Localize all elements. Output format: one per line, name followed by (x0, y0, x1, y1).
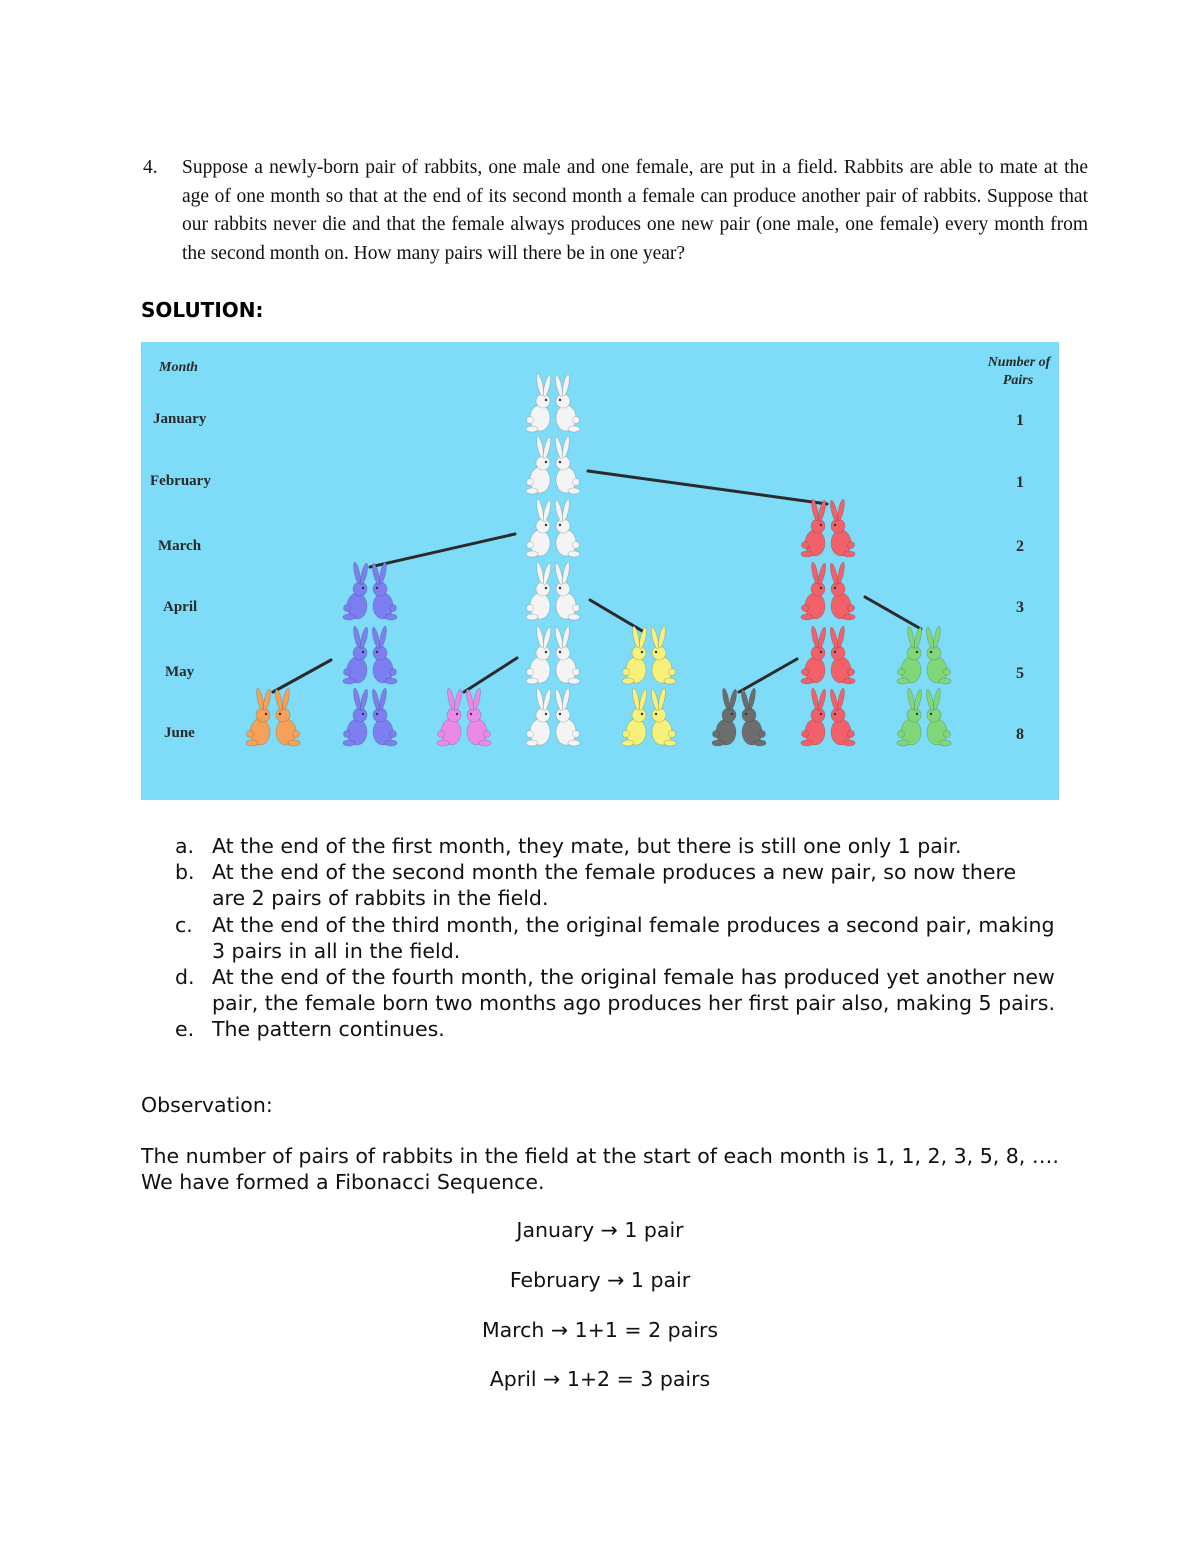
equation-february: February → 1 pair (509, 1268, 691, 1292)
lineage-line (865, 597, 921, 629)
rabbit-pair-pink (437, 688, 491, 746)
step-item (175, 833, 1055, 859)
pairs-header-line1: Number of (987, 355, 1051, 370)
rabbit-icon (554, 499, 580, 557)
pairs-header-line2: Pairs (1002, 373, 1034, 388)
rabbit-pair-white (526, 626, 580, 684)
rabbit-icon (371, 688, 397, 746)
rabbit-pair-white (526, 374, 580, 432)
rabbit-icon (740, 688, 766, 746)
step-text: At the end of the second month the female produces a new pair, so now there are 2 pairs of rabbits in the field. (212, 860, 1017, 911)
pairs-count-january: 1 (1016, 412, 1024, 429)
rabbit-icon (371, 626, 397, 684)
rabbit-icon (622, 626, 648, 684)
rabbit-icon (650, 688, 676, 746)
rabbit-diagram (141, 342, 1059, 800)
rabbit-icon (897, 626, 923, 684)
rabbit-icon (712, 688, 738, 746)
step-marker: e. (175, 1017, 195, 1042)
lineage-line (464, 658, 517, 692)
step-marker: b. (175, 860, 195, 885)
problem-statement (143, 154, 1088, 268)
rabbit-icon (554, 436, 580, 494)
problem-text: Suppose a newly-born pair of rabbits, one male and one female, are put in a field. Rabbits are able to mate at the age of one month so that at the end of its second month a female can produce another pair of rabbits. Suppose that our rabbits never die and that the female always produces one new pair (one male, one female) every month from the second month on. How many pairs will there be in one year? (182, 157, 1088, 264)
problem-number: 4. (143, 157, 158, 178)
rabbit-icon (526, 499, 552, 557)
step-item (175, 912, 1055, 964)
month-label-february: February (150, 473, 211, 489)
rabbit-pair-green (897, 688, 951, 746)
rabbit-pair-red (801, 499, 855, 557)
step-marker: c. (175, 912, 193, 937)
rabbits-layer (246, 374, 951, 746)
lineage-line (273, 660, 331, 692)
step-text: At the end of the third month, the original female produces a second pair, making 3 pairs in all in the field. (212, 912, 1055, 963)
rabbit-icon (526, 436, 552, 494)
rabbit-icon (554, 688, 580, 746)
solution-heading: SOLUTION: (141, 298, 264, 322)
rabbit-icon (897, 688, 923, 746)
rabbit-icon (829, 626, 855, 684)
rabbit-pair-yellow (622, 626, 676, 684)
step-item (175, 1016, 1055, 1042)
lineage-line (588, 471, 827, 504)
equation-january: January → 1 pair (516, 1218, 684, 1242)
rabbit-pair-white (526, 688, 580, 746)
rabbit-icon (801, 562, 827, 620)
rabbit-icon (829, 688, 855, 746)
rabbit-pair-red (801, 688, 855, 746)
pairs-count-may: 5 (1016, 665, 1024, 682)
step-marker: a. (175, 834, 195, 858)
rabbit-icon (829, 499, 855, 557)
rabbit-figure (141, 342, 1059, 800)
rabbit-icon (801, 626, 827, 684)
rabbit-icon (526, 562, 552, 620)
month-label-june: June (164, 725, 195, 741)
rabbit-icon (650, 626, 676, 684)
month-label-may: May (165, 664, 195, 680)
rabbit-icon (371, 562, 397, 620)
equation-march: March → 1+1 = 2 pairs (481, 1318, 719, 1342)
rabbit-pair-yellow (622, 688, 676, 746)
observation-label: Observation: (141, 1093, 273, 1117)
month-label-march: March (158, 538, 202, 554)
rabbit-icon (925, 626, 951, 684)
rabbit-icon (274, 688, 300, 746)
month-label-april: April (163, 599, 198, 615)
pairs-count-february: 1 (1016, 474, 1024, 491)
month-header: Month (159, 360, 198, 375)
rabbit-pair-blue (343, 626, 397, 684)
lineage-line (590, 600, 644, 632)
month-label-january: January (153, 411, 207, 427)
equation-april: April → 1+2 = 3 pairs (489, 1367, 711, 1391)
step-marker: d. (175, 965, 195, 990)
rabbit-pair-blue (343, 688, 397, 746)
rabbit-icon (437, 688, 463, 746)
observation-text: The number of pairs of rabbits in the field at the start of each month is 1, 1, 2, 3, 5, 8, …. We have formed a Fibonacci Sequence. (141, 1144, 1059, 1195)
pairs-count-april: 3 (1016, 599, 1024, 616)
rabbit-pair-white (526, 436, 580, 494)
rabbit-icon (801, 688, 827, 746)
rabbit-icon (246, 688, 272, 746)
rabbit-icon (343, 688, 369, 746)
pairs-count-june: 8 (1016, 726, 1024, 743)
rabbit-icon (622, 688, 648, 746)
rabbit-pair-white (526, 499, 580, 557)
rabbit-icon (554, 374, 580, 432)
step-text: At the end of the fourth month, the original female has produced yet another new pair, the female born two months ago produces her first pair also, making 5 pairs. (212, 965, 1055, 1016)
rabbit-icon (554, 562, 580, 620)
rabbit-icon (925, 688, 951, 746)
solution-steps (175, 833, 1055, 1043)
lineage-line (739, 659, 797, 692)
step-item (175, 964, 1055, 1016)
rabbit-pair-orange (246, 688, 300, 746)
rabbit-icon (526, 374, 552, 432)
pairs-count-march: 2 (1016, 538, 1024, 555)
step-item (175, 859, 1055, 911)
rabbit-pair-red (801, 626, 855, 684)
step-text: The pattern continues. (212, 1017, 445, 1042)
rabbit-icon (829, 562, 855, 620)
rabbit-pair-green (897, 626, 951, 684)
rabbit-icon (526, 688, 552, 746)
rabbit-icon (343, 562, 369, 620)
lineage-line (370, 534, 515, 567)
rabbit-pair-gray (712, 688, 766, 746)
rabbit-icon (801, 499, 827, 557)
rabbit-pair-white (526, 562, 580, 620)
rabbit-icon (554, 626, 580, 684)
rabbit-pair-red (801, 562, 855, 620)
rabbit-pair-blue (343, 562, 397, 620)
rabbit-icon (526, 626, 552, 684)
rabbit-icon (343, 626, 369, 684)
rabbit-icon (465, 688, 491, 746)
step-text: At the end of the first month, they mate, but there is still one only 1 pair. (212, 834, 962, 858)
